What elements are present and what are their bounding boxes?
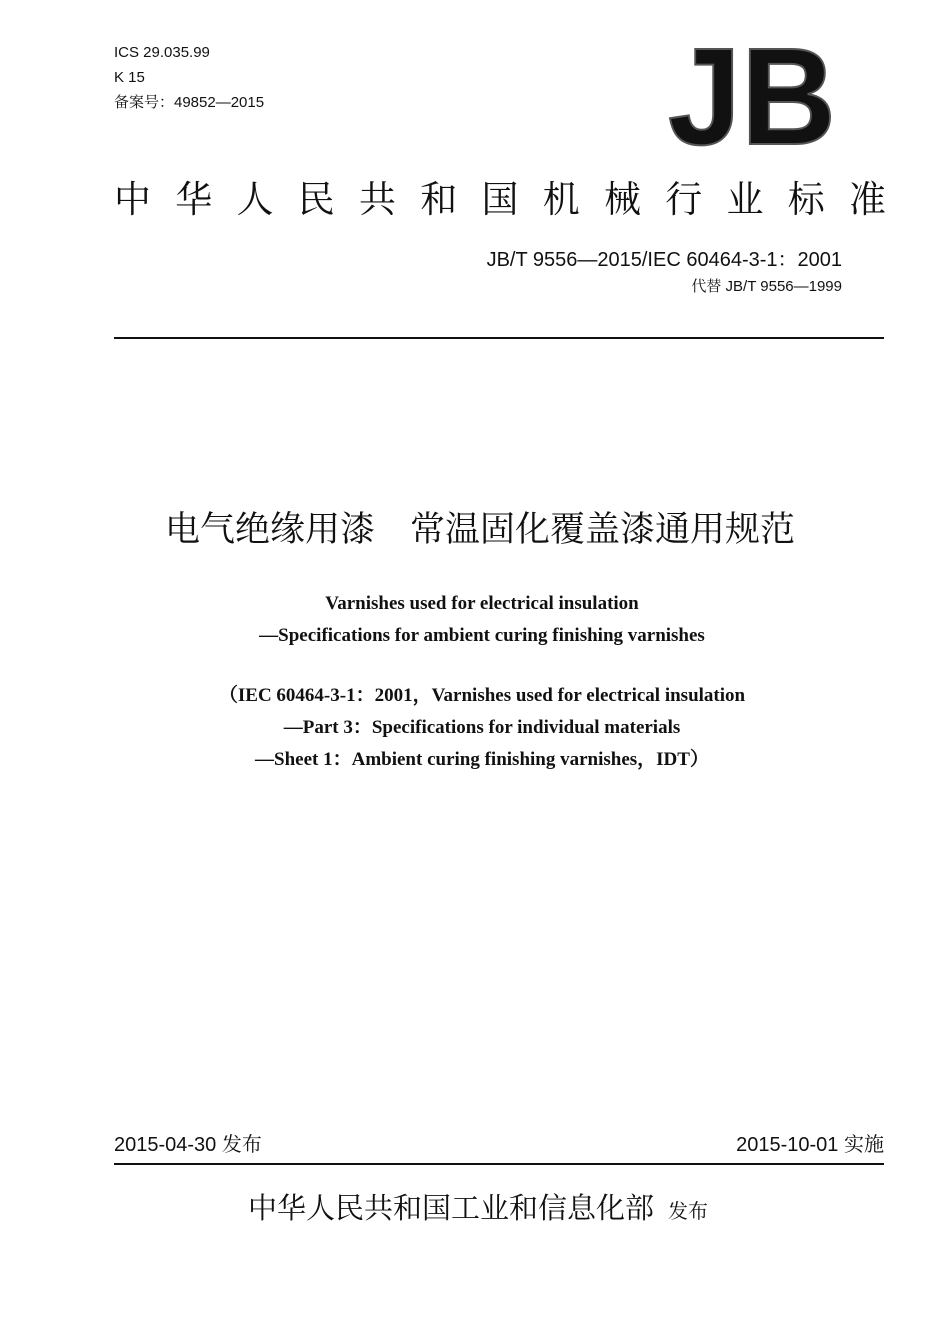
- jb-logo-text: JB: [668, 40, 836, 160]
- jb-logo: [662, 40, 842, 160]
- issuing-body-title-char: 业: [726, 178, 764, 221]
- issuing-body-title-char: 华: [175, 178, 213, 221]
- issuing-body-title-char: 中: [114, 178, 151, 221]
- iec-reference-line-1: （IEC 60464-3-1：2001，Varnishes used for electrical insulation: [218, 685, 746, 706]
- english-title-line-2: —Specifications for ambient curing finishing varnishes: [259, 625, 705, 646]
- issuing-body-title-char: 准: [849, 178, 886, 221]
- issuing-body-title-char: 共: [359, 178, 396, 221]
- issuing-body-title-char: 械: [604, 178, 641, 221]
- issuing-body-title-char: 行: [665, 178, 703, 221]
- bottom-divider: [114, 1163, 884, 1165]
- english-title: [0, 588, 950, 652]
- top-divider: [114, 337, 884, 339]
- iec-reference-line-2: —Part 3：Specifications for individual materials: [283, 717, 681, 738]
- english-title-line-1: Varnishes used for electrical insulation: [325, 593, 639, 614]
- replaces-standard: 代替 JB/T 9556—1999: [691, 278, 842, 295]
- issuing-body-title-char: 标: [787, 178, 825, 221]
- issuer-name: 中华人民共和国工业和信息化部: [247, 1191, 654, 1225]
- published-date: 2015-04-30 发布: [114, 1134, 262, 1156]
- issuing-body-title: [114, 170, 886, 230]
- category-code: K 15: [114, 69, 145, 86]
- chinese-title: 电气绝缘用漆 常温固化覆盖漆通用规范: [164, 510, 795, 550]
- issuer-suffix: 发布: [668, 1199, 708, 1223]
- issuing-body-title-char: 国: [481, 178, 519, 221]
- record-number: 备案号：49852—2015: [114, 94, 265, 111]
- standard-number: JB/T 9556—2015/IEC 60464-3-1：2001: [486, 249, 842, 271]
- issuing-body-title-char: 和: [420, 178, 458, 221]
- issuing-body-title-char: 民: [297, 178, 335, 221]
- issuing-body-title-char: 机: [542, 178, 580, 221]
- implemented-date: 2015-10-01 实施: [736, 1134, 884, 1156]
- ics-code: ICS 29.035.99: [114, 44, 210, 61]
- iec-reference-line-3: —Sheet 1：Ambient curing finishing varnishes，IDT）: [255, 749, 709, 770]
- iec-reference: [0, 680, 950, 776]
- issuer-line: [0, 1186, 950, 1233]
- issuing-body-title-char: 人: [236, 178, 274, 221]
- document-meta: [114, 40, 264, 115]
